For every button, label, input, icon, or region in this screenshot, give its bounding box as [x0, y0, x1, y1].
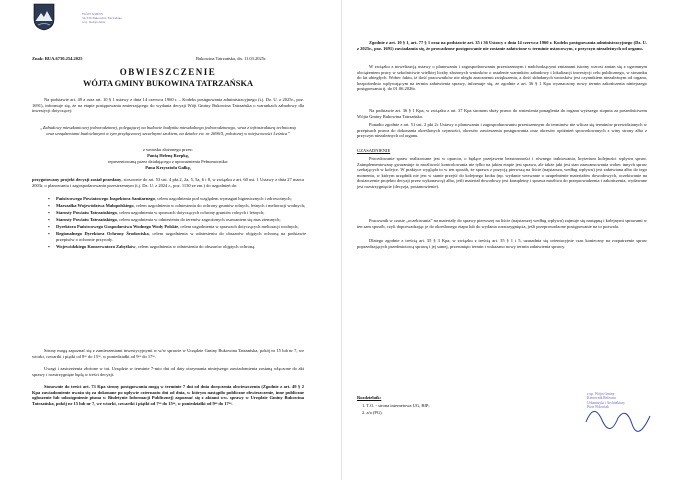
waiting-paragraph: Pracownik w czasie „oczekiwania” na materiały do sprawy pierwszej na liście (najstarszej według wpływu) zajmuje się następną i kolejnymi sprawami w ten sam sposób, czyli doprowadzając je do określonego etapu lub do wydania rozstrzygnięcia, jeśli przeprowadzone postępowanie na to pozwala.	[357, 218, 647, 229]
justification-heading: UZASADNIENIE	[357, 148, 391, 153]
notice-page-left	[0, 0, 338, 480]
signature-stamp: z up. Wójta Gminy Kierownik Referatu Urbanistyki i Architektury Piotr Wdowiak	[587, 392, 625, 410]
notice-subtitle: WÓJTA GMINY BUKOWINA TATRZAŃSKA	[82, 79, 254, 88]
agency-item: ▪ Regionalnego Dyrektora Ochrony Środowiska, celem uzgodnienia w odniesieniu do obszarów objętych ochroną na podstawie przepisów o ochronie przyrody.	[56, 231, 306, 242]
remarks-paragraph: Uwagi i zastrzeżenia złożone w tut. Urzędzie w terminie 7-mio dni od daty otrzymania niniejszego zawiadomienia zostaną włączone do akt sprawy i rozstrzygnięte będą w treści decyzji.	[32, 366, 304, 377]
applicant-intro: z wniosku złożonego przez:	[142, 147, 194, 152]
conclusion-paragraph: Dlatego zgodnie z treścią art. 35 § 3 Kpa, w związku z treścią art. 35 § 1 i 5, uzasadnia się orientacyjnie czas konieczny na rozpatrzenie spraw poprzedzających przedmiotową sprawę i jej samej, przesunięto termin i wskazano nowy termin załatwienia sprawy.	[357, 238, 647, 249]
place-date: Bukowina Tatrzańska, dn. 11.03.2025r.	[196, 56, 267, 61]
handwritten-signature-icon	[580, 392, 660, 452]
agency-item: ▪ Państwowego Powiatowego Inspektora Sanitarnego, celem uzgodnienia pod względem wymagań higienicznych i zdrowotnych;	[56, 196, 306, 202]
deadline-exclusion-paragraph: Ponadto zgodnie z art. 51 ust. 2 pkt 2c Ustawy o planowaniu i zagospodarowaniu przestrzennym do terminów nie wlicza się terminów przewidzianych w przepisach prawa do dokonania określonych czynności, okresów zawieszenia postępowania oraz okresów opóźnień spowodowanych z winy strony albo z przyczyn niezależnych od organu.	[357, 122, 647, 139]
distribution-heading: Rozdzielnik:	[357, 395, 382, 400]
notice-title: OBWIESZCZENIE	[119, 67, 217, 77]
agency-item: ▪ Dyrektora Państwowego Gospodarstwa Wodnego Wody Polskie, celem uzgodnienia w sprawach dotyczących melioracji wodnych;	[56, 224, 306, 230]
distribution-item: 1. T.O. - strona internetowa UG, BIP;	[362, 403, 430, 408]
project-description: „Zabudowy mieszkaniowej jednorodzinnej, polegającej na budowie budynku mieszkalnego jednorodzinnego, wraz z infrastrukturą techniczną oraz urządzeniami budowlanymi w tym przyłączowej szczelnymi szokiem, na działce ew. nr 2696/5, położonej w miejscowości Leśnica”	[40, 125, 296, 136]
reminder-paragraph: Na podstawie art. 36 § 1 Kpa, w związku z art. 37 Kpa stronom służy prawo do wniesienia ponaglenia do organu wyższego stopnia za pośrednictwem Wójta Gminy Bukowina Tatrzańska.	[357, 108, 647, 119]
inspection-paragraph: Strony mogą zapoznać się z zamierzeniami inwestycyjnymi w w/w sprawie w Urzędzie Gminy Bukowina Tatrzańska, pokój nr 15 lub nr 7, we wtorki, czwartki i piątki od 8ᵒᵒ do 15ᵒᵒ, w poniedziałki od 9ᵒᵒ do 17ᵒᵒ.	[32, 348, 304, 359]
delay-notice-paragraph: Zgodnie z art. 10 § 1, art. 77 § 1 oraz na podstawie art. 35 i 36 Ustawy z dnia 14 czerwca 1960 r. Kodeks postępowania administracyjnego (Dz. U. z 2025r., poz. 1691) zawiadamia się, że prowadzone postępowanie nie zostanie załatwione w terminie ustawowym, z przyczyn niezależnych od organu.	[357, 40, 647, 51]
coat-of-arms-icon	[33, 3, 55, 31]
office-stamp: WÓJT GMINY 34-530 Bukowina Tatrzańska woj. małopolskie	[82, 12, 122, 25]
agency-item: ▪ Starosty Powiatu Tatrzańskiego, celem uzgodnienia w odniesieniu do terenów zagrożonych osuwaniem się mas ziemnych;	[56, 217, 306, 223]
file-access-paragraph: Stosownie do treści art. 73 Kpa strony postępowania mogą w terminie 7 dni od dnia doręczenia obwieszczenia (Zgodnie z art. 49 § 2 Kpa zawiadomienie uważa się za dokonane po upływie czternastu dni od dnia, w którym nastąpiło publiczne obwieszczenie, inne publiczne ogłoszenie lub udostępnienie pisma w Biuletynie Informacji Publicznej) zapoznać się z aktami ww. sprawy w Urzędzie Gminy Bukowina Tatrzańska, pokój nr 15 lub nr 7, we wtorki, czwartki i piątki od 7ᵒᵒ do 15ᵒᵒ, w poniedziałki od 9ᵒᵒ do 17ᵒᵒ.	[32, 384, 304, 406]
agency-item: ▪ Marszałka Województwa Małopolskiego, celem uzgodnienia w odniesieniu do ochrony gruntów rolnych, leśnych i melioracji wodnych;	[56, 203, 306, 209]
agency-list	[56, 196, 306, 251]
workload-paragraph: W związku z nowelizacją ustawy o planowaniu i zagospodarowaniu przestrzennym i nadchodzącymi zmianami istotny wzrost zmian się z ogromnym obciążeniem pracy w szkolnictwie wielkiej liczby złożonych wniosków o ustalenie warunków zabudowy i lokalizacji inwestycji celu publicznego, w stosunku do lat ubiegłych. Wobec faktu, iż ilość pracowników nie uległa znacznemu zwiększeniu, a ilość składanych wniosków jest czynnikiem niezależnym od organu, bezpośrednio wpływającym na termin załatwienia sprawy, informuje się, że zgodnie z art. 36 § 1 Kpa wyznaczony nowy termin zakończenia niniejszego postępowania tj. do 01.06.2026r.	[357, 64, 647, 92]
representative-intro: reprezentowaną przez działającego z upoważnienia Pełnomocnika:	[107, 159, 229, 164]
agency-item: ▪ Starosty Powiatu Tatrzańskiego, celem uzgodnienia w sprawach dotyczących ochrony gruntów rolnych i leśnych;	[56, 210, 306, 216]
reference-number: Znak: BUA.6730.254.2025	[32, 56, 83, 61]
agency-item: ▪ Wojewódzkiego Konserwatora Zabytków, celem uzgodnienia w odniesieniu do obszarów objętych ochroną.	[56, 244, 306, 250]
distribution-item: 2. a/a (PG)	[362, 410, 382, 415]
representative-name: Pana Krzysztofa Gałkę,	[145, 165, 191, 170]
consultation-paragraph: przygotowany projekt decyzji został przesłany, stosownie do art. 53 ust. 4 pkt.2, 2a, 5, 5a, 6 i 8, w związku z art. 60 ust. 1 Ustawy z dnia 27 marca 2003r. o planowaniu i zagospodarowaniu przestrzennym (t.j. Dz. U. z 2024 r., poz. 1130 ze zm.) do uzgodnień do:	[32, 177, 305, 188]
intro-paragraph: Na podstawie art. 49 a oraz art. 10 § 1 ustawy z dnia 14 czerwca 1960 r. – Kodeks postępowania administracyjnego (t.j. Dz. U. z 2025r., poz. 1691), informuje się, że na etapie postępowania zmierzającego do wydania decyzji Wójt Gminy Bukowina Tatrzańska o warunkach zabudowy dla inwestycji dotyczącej:	[32, 97, 304, 114]
applicant-name: Panią Helenę Rzepkę,	[147, 153, 189, 158]
justification-paragraph: Procedowanie spraw realizowane jest w oparciu, o będące przejawem bezstronności i równego traktowania, kryterium kolejności wpływu spraw. Zaimplementowany gwarantuje to możliwość kontrolowania nie tylko na jakim etapie jest sprawa, ale także jaki jest stan zaawansowania wobec innych spraw czekających w kolejce. W praktyce wygląda to w ten sposób, że sprawa z pozycją pierwszą na liście (najstarsza, według wpływu) jest załatwiana albo do tego momentu, w którym urzędnik nie jest w stanie przejść do kolejnego kroku (np. wydanie wezwanie o uzupełnienie materiałów dowodowych, oczekiwanie na dostarczenie projektu decyzji przez wykonawcę) albo, jeśli materiał dowodowy jest kompletny i sprawa możliwa do przeprowadzenia i zakończenia, wydawane jest rozstrzygnięcie (decyzja, postanowienie).	[357, 156, 647, 189]
notice-page-right	[341, 0, 679, 480]
